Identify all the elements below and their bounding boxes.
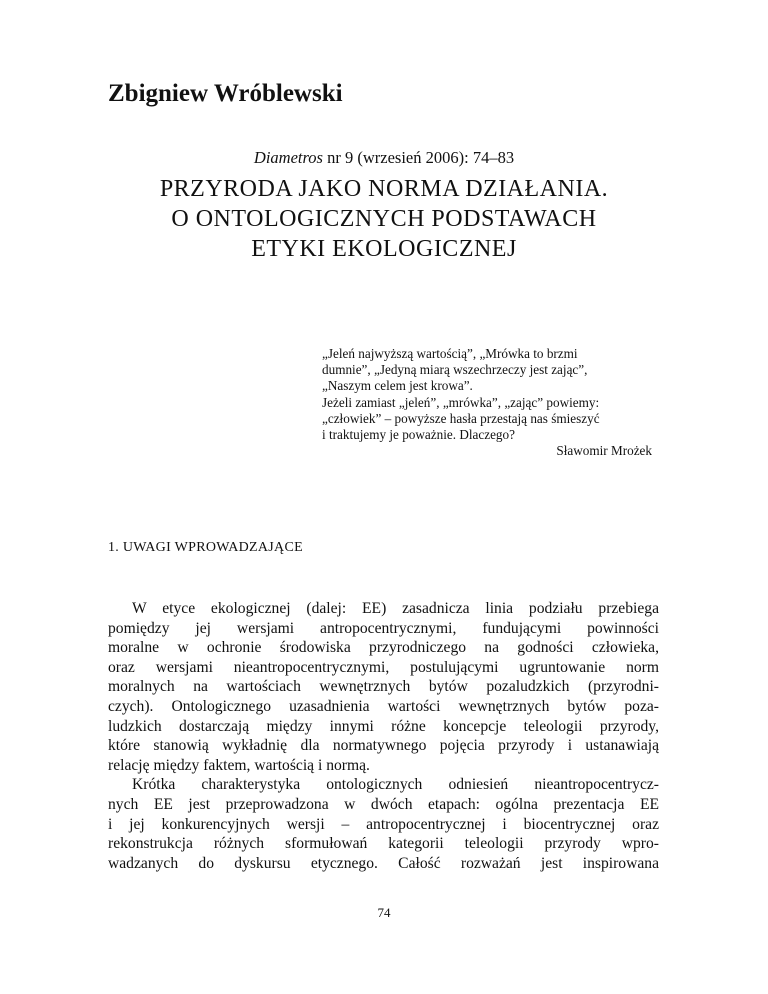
body-line: W etyce ekologicznej (dalej: EE) zasadnicza linia podziału przebiega	[132, 600, 659, 617]
epigraph-line: „człowiek” – powyższe hasła przestają nas śmieszyć	[322, 410, 600, 426]
body-line: wadzanych do dyskursu etycznego. Całość rozważań jest inspirowana	[108, 854, 659, 872]
article-title	[0, 174, 768, 264]
body-line: moralne w ochronie środowiska przyrodniczego na godności człowieka,	[108, 639, 659, 657]
page-number: 74	[377, 905, 391, 920]
issue-info: nr 9 (wrzesień 2006): 74–83	[322, 148, 515, 167]
body-line: rekonstrukcja różnych sformułowań kategorii teleologii przyrody wpro-	[108, 835, 659, 853]
body-paragraphs	[108, 599, 659, 873]
title-line: ETYKI EKOLOGICZNEJ	[251, 236, 517, 262]
section-heading: 1. UWAGI WPROWADZAJĄCE	[108, 540, 303, 555]
author-name: Zbigniew Wróblewski	[108, 80, 343, 107]
body-line: ludzkich dostarczają między innymi różne koncepcje teleologii przyrody,	[108, 717, 659, 735]
epigraph-line: i traktujemy je poważnie. Dlaczego?	[322, 427, 515, 443]
epigraph-line: „Naszym celem jest krowa”.	[322, 378, 473, 394]
epigraph-line: „Jeleń najwyższą wartością”, „Mrówka to brzmi	[322, 346, 578, 361]
body-line: które stanowią wykładnię dla normatywnego pojęcia przyrody i ustanawiają	[108, 737, 659, 755]
title-line: O ONTOLOGICZNYCH PODSTAWACH	[171, 206, 597, 232]
epigraph-line: Jeżeli zamiast „jeleń”, „mrówka”, „zając” powiemy:	[322, 394, 600, 410]
body-line: moralnych na wartościach wewnętrznych bytów pozaludzkich (przyrodni-	[108, 678, 659, 696]
body-line: relację między faktem, wartością i normą.	[108, 756, 370, 774]
body-line: pomiędzy jej wersjami antropocentrycznymi, fundującymi powinności	[108, 619, 659, 637]
body-line: nych EE jest przeprowadzona w dwóch etapach: ogólna prezentacja EE	[108, 795, 659, 813]
body-line: Krótka charakterystyka ontologicznych odniesień nieantropocentrycz-	[132, 776, 659, 794]
body-line: i jej konkurencyjnych wersji – antropocentrycznej i biocentrycznej oraz	[108, 815, 659, 833]
epigraph-line: dumnie”, „Jedyną miarą wszechrzeczy jest zając”,	[322, 362, 588, 378]
body-line: czych). Ontologicznego uzasadnienia wartości wewnętrznych bytów poza-	[108, 697, 659, 715]
journal-name: Diametros	[253, 148, 323, 167]
title-line: PRZYRODA JAKO NORMA DZIAŁANIA.	[159, 176, 609, 202]
citation-line	[0, 148, 768, 168]
epigraph-attribution: Sławomir Mrożek	[556, 443, 652, 459]
epigraph	[322, 346, 652, 459]
body-line: oraz wersjami nieantropocentrycznymi, postulującymi ugruntowanie norm	[108, 658, 659, 676]
